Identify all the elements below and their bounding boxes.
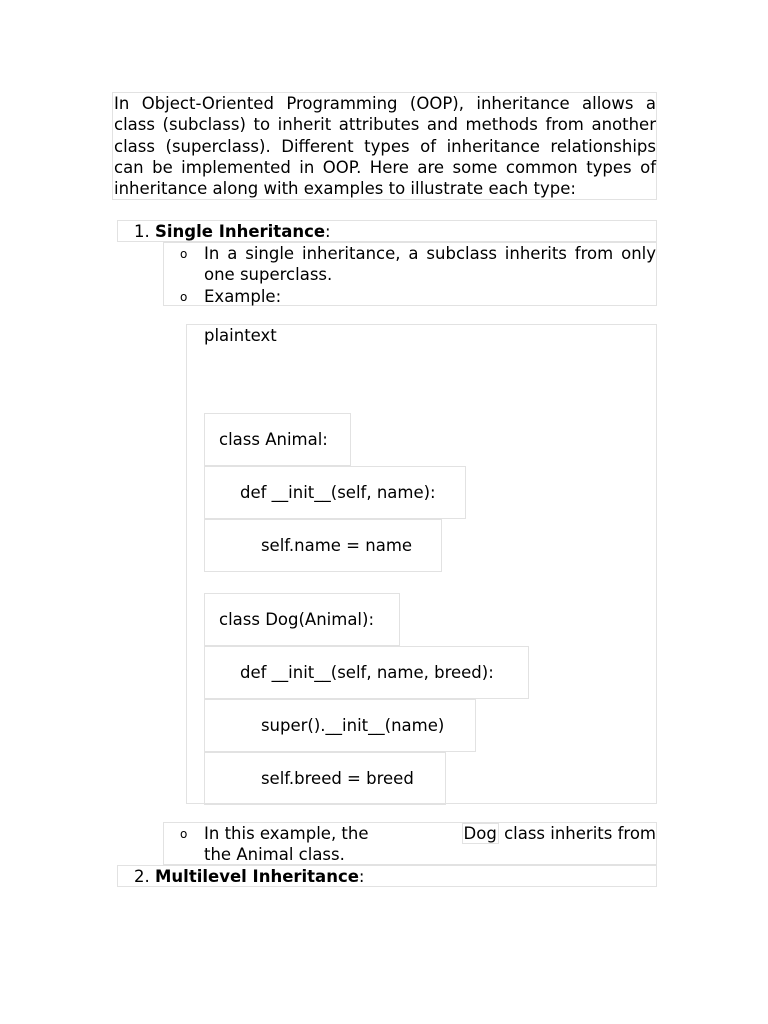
code-line: class Animal: (204, 413, 351, 466)
code-line: class Dog(Animal): (204, 593, 400, 646)
code-line: def __init__(self, name, breed): (204, 646, 529, 699)
section-heading: Single Inheritance (155, 222, 326, 241)
sub-list-item: o Example: (164, 286, 656, 307)
bullet-icon: o (180, 827, 188, 841)
code-line: self.breed = breed (204, 752, 446, 805)
sub-list (163, 822, 657, 865)
list-item-multilevel-inheritance: 2. Multilevel Inheritance: (117, 865, 657, 887)
list-number: 2. (134, 867, 150, 886)
section-heading: Multilevel Inheritance (155, 867, 359, 886)
inline-code: Dog (463, 824, 497, 843)
code-line: self.name = name (204, 519, 442, 572)
code-line: super().__init__(name) (204, 699, 476, 752)
list-item-single-inheritance: 1. Single Inheritance: (117, 220, 657, 242)
bullet-icon: o (180, 289, 188, 304)
sub-list (163, 242, 657, 306)
code-block (186, 324, 657, 804)
intro-paragraph: In Object-Oriented Programming (OOP), inheritance allows a class (subclass) to inherit attributes and methods from another class (superclass). Different types of inheritance relationships can be implemented in OOP. Here are some common types of inheritance along with examples to illustrate each type: (112, 92, 657, 200)
code-line: def __init__(self, name): (204, 466, 466, 519)
code-language-label: plaintext (204, 326, 277, 345)
list-number: 1. (134, 222, 150, 241)
sub-list-item: o In this example, the Dog class inherits from the Animal class. (180, 824, 656, 865)
bullet-icon: o (180, 247, 188, 261)
sub-list-item: o In a single inheritance, a subclass inherits from only one superclass. (180, 244, 656, 285)
